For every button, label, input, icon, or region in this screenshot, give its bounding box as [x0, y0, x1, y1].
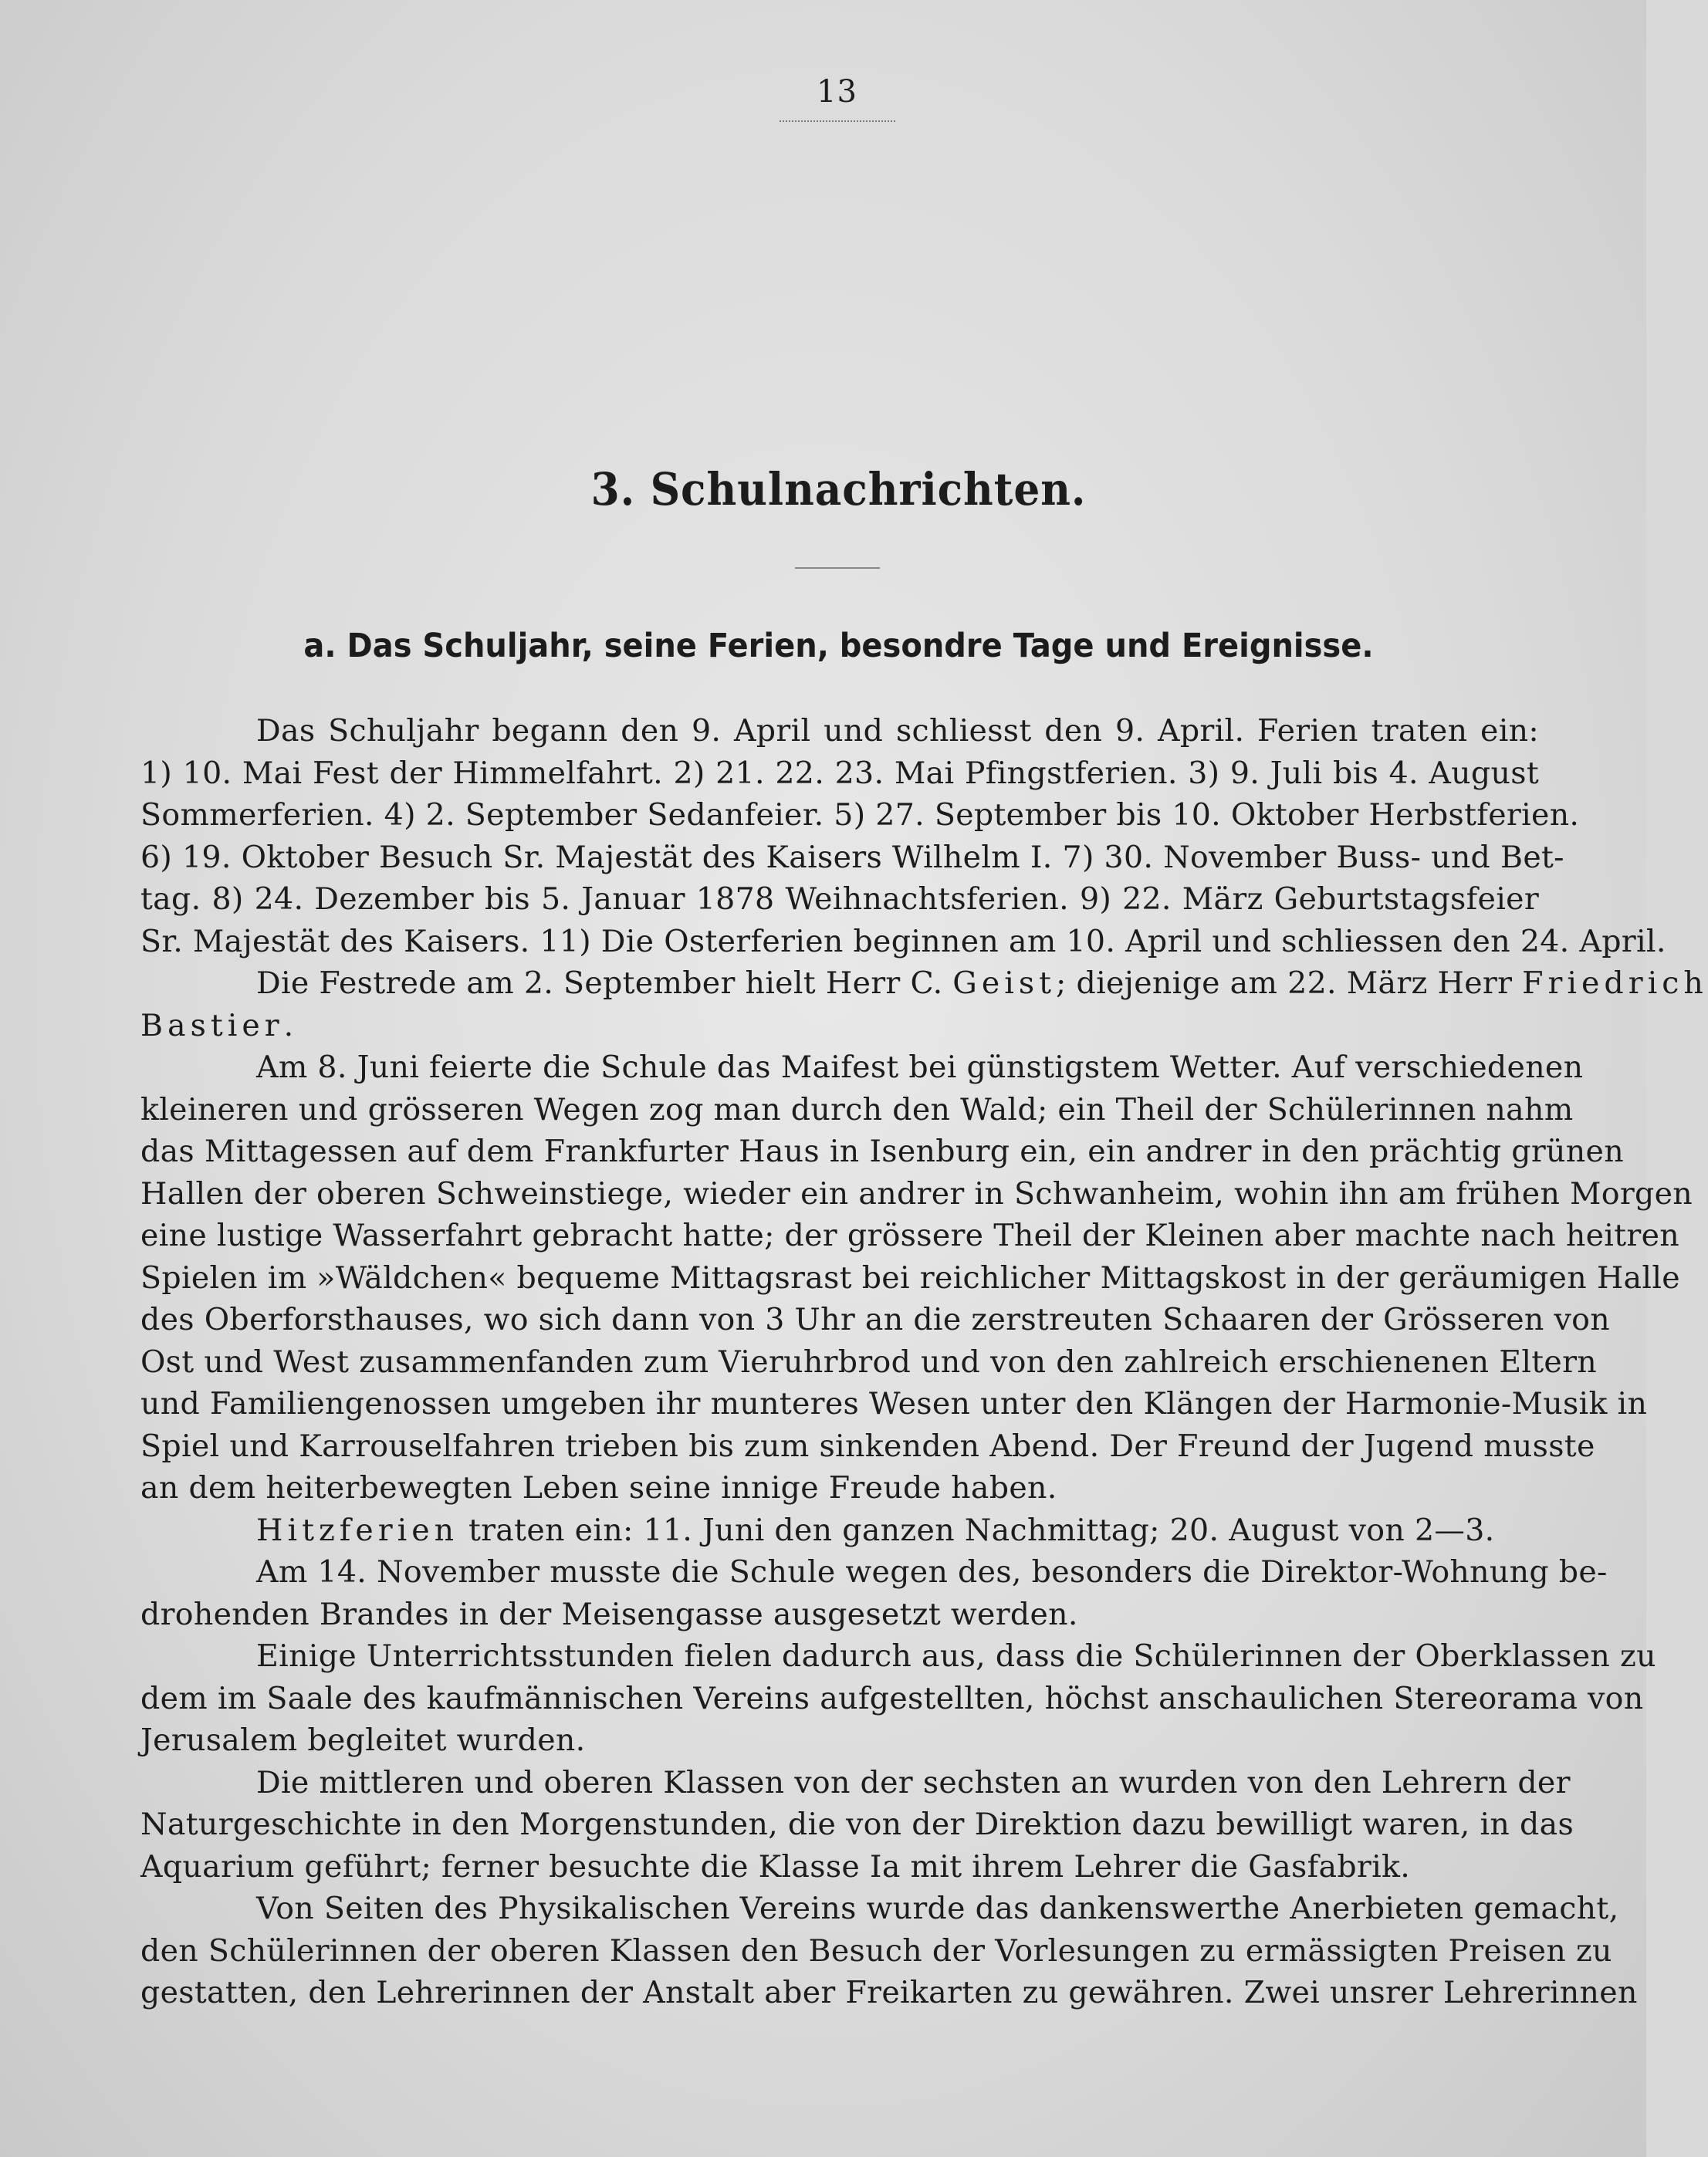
text-line: und Familiengenossen umgeben ihr munteres Wesen unter den Klängen der Harmonie-Musik in [140, 1386, 1648, 1422]
text-line: 1) 10. Mai Fest der Himmelfahrt. 2) 21. 22. 23. Mai Pfingstferien. 3) 9. Juli bis 4. August [140, 755, 1539, 791]
text-line: Sr. Majestät des Kaisers. 11) Die Osterferien beginnen am 10. April und schliessen den 24. April. [140, 923, 1666, 959]
text-line [140, 962, 1708, 1005]
text-line: Das Schuljahr begann den 9. April und schliesst den 9. April. Ferien traten ein: [256, 713, 1539, 749]
text-line: Die mittleren und oberen Klassen von der sechsten an wurden von den Lehrern der [256, 1764, 1571, 1800]
section-title: 3. Schulnachrichten. [590, 463, 1087, 516]
text-line: Am 14. November musste die Schule wegen des, besonders die Direktor-Wohnung be- [256, 1554, 1608, 1590]
text-line: Spielen im »Wäldchen« bequeme Mittagsrast bei reichlicher Mittagskost in der geräumigen Halle [140, 1259, 1680, 1296]
person-name: Friedrich [1522, 965, 1708, 1001]
person-name: Geist [952, 965, 1057, 1001]
text-line: dem im Saale des kaufmännischen Vereins aufgestellten, höchst anschaulichen Stereorama von [140, 1680, 1644, 1716]
page-number: 13 [817, 74, 857, 110]
text-segment: traten ein: 11. Juni den ganzen Nachmittag; 20. August von 2—3. [468, 1512, 1495, 1548]
text-line: drohenden Brandes in der Meisengasse ausgesetzt werden. [140, 1596, 1078, 1632]
text-line [140, 1005, 1539, 1047]
text-line: das Mittagessen auf dem Frankfurter Haus in Isenburg ein, ein andrer in den prächtig grünen [140, 1134, 1624, 1169]
text-line: Aquarium geführt; ferner besuchte die Klasse Ia mit ihrem Lehrer die Gasfabrik. [140, 1848, 1411, 1885]
person-name: Bastier [140, 1007, 284, 1043]
text-line: tag. 8) 24. Dezember bis 5. Januar 1878 Weihnachtsferien. 9) 22. März Geburtstagsfeier [140, 881, 1539, 917]
body-text [140, 710, 1708, 2014]
text-line: kleineren und grösseren Wegen zog man durch den Wald; ein Theil der Schülerinnen nahm [140, 1091, 1574, 1128]
text-line [140, 1510, 1539, 1552]
text-segment: . [283, 1007, 294, 1043]
page-number-ornament [780, 116, 895, 122]
emphasized-term: Hitzferien [256, 1512, 459, 1548]
text-line: den Schülerinnen der oberen Klassen den Besuch der Vorlesungen zu ermässigten Preisen zu [140, 1932, 1612, 1969]
text-line: 6) 19. Oktober Besuch Sr. Majestät des Kaisers Wilhelm I. 7) 30. November Buss- und Bet- [140, 839, 1564, 875]
text-segment: Die Festrede am 2. September hielt Herr C. [256, 965, 943, 1001]
text-line: Sommerferien. 4) 2. September Sedanfeier. 5) 27. September bis 10. Oktober Herbstferien. [140, 797, 1580, 833]
text-line: Am 8. Juni feierte die Schule das Maifest bei günstigstem Wetter. Auf verschiedenen [256, 1050, 1584, 1085]
title-divider [795, 567, 880, 569]
text-line: Jerusalem begleitet wurden. [140, 1723, 586, 1758]
text-line: Ost und West zusammenfanden zum Vieruhrbrod und von den zahlreich erschienenen Eltern [140, 1344, 1598, 1380]
text-line: Von Seiten des Physikalischen Vereins wurde das dankenswerthe Anerbieten gemacht, [256, 1891, 1619, 1926]
text-line: Spiel und Karrouselfahren trieben bis zum sinkenden Abend. Der Freund der Jugend musste [140, 1428, 1595, 1464]
text-line: eine lustige Wasserfahrt gebracht hatte; der grössere Theil der Kleinen aber machte nach heitren [140, 1218, 1680, 1253]
text-line: Hallen der oberen Schweinstiege, wieder ein andrer in Schwanheim, wohin ihn am frühen Morgen [140, 1175, 1693, 1212]
subsection-title: a. Das Schuljahr, seine Ferien, besondre Tage und Ereignisse. [303, 627, 1374, 665]
text-line: gestatten, den Lehrerinnen der Anstalt aber Freikarten zu gewähren. Zwei unsrer Lehrerinnen [140, 1975, 1638, 2010]
text-line: Einige Unterrichtsstunden fielen dadurch aus, dass die Schülerinnen der Oberklassen zu [256, 1638, 1656, 1674]
text-segment: ; diejenige am 22. März Herr [1056, 965, 1513, 1001]
text-line: des Oberforsthauses, wo sich dann von 3 Uhr an die zerstreuten Schaaren der Grösseren von [140, 1302, 1610, 1337]
text-line: an dem heiterbewegten Leben seine innige Freude haben. [140, 1470, 1057, 1506]
text-line: Naturgeschichte in den Morgenstunden, die von der Direktion dazu bewilligt waren, in das [140, 1807, 1574, 1842]
